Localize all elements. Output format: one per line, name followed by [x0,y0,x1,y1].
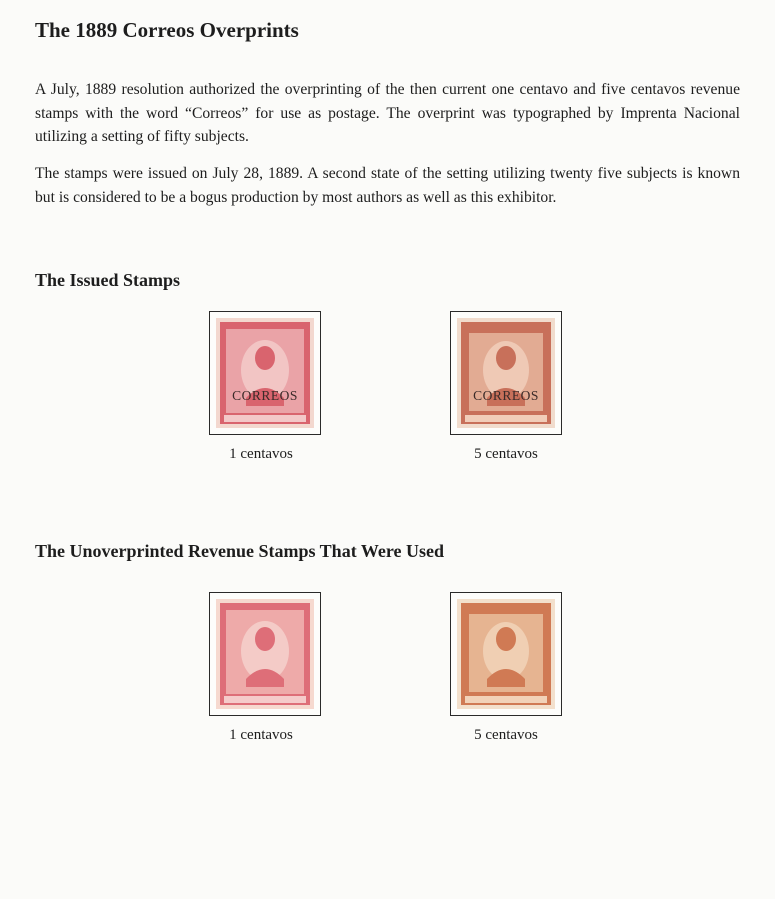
intro-paragraph-2: The stamps were issued on July 28, 1889. A second state of the setting utilizing twenty five subjects is known but is considered to be a bogus production by most authors as well as this exhibitor. [35,165,740,206]
page-title: The 1889 Correos Overprints [35,18,299,42]
overprint-text: CORREOS [232,388,298,403]
stamp-image-issued-1c [216,318,314,428]
stamp-mount-issued-5c [450,311,562,435]
overprint-text: CORREOS [473,388,539,403]
stamp-mount-revenue-5c [450,592,562,716]
unoverprinted-stamps-heading: The Unoverprinted Revenue Stamps That Were Used [35,541,445,561]
stamp-mount-revenue-1c [209,592,321,716]
stamp-image-revenue-1c [216,599,314,709]
stamp-image-issued-5c [457,318,555,428]
caption-revenue-1c: 1 centavos [229,727,293,743]
caption-issued-1c: 1 centavos [229,446,293,462]
stamp-image-revenue-5c [457,599,555,709]
intro-paragraph-1: A July, 1889 resolution authorized the overprinting of the then current one centavo and five centavos revenue stamps with the word “Correos” for use as postage. The overprint was typographed by Imprenta Nacional utilizing a setting of fifty subjects. [35,81,740,145]
caption-revenue-5c: 5 centavos [474,727,538,743]
caption-issued-5c: 5 centavos [474,446,538,462]
issued-stamps-heading: The Issued Stamps [35,270,181,290]
stamp-mount-issued-1c [209,311,321,435]
